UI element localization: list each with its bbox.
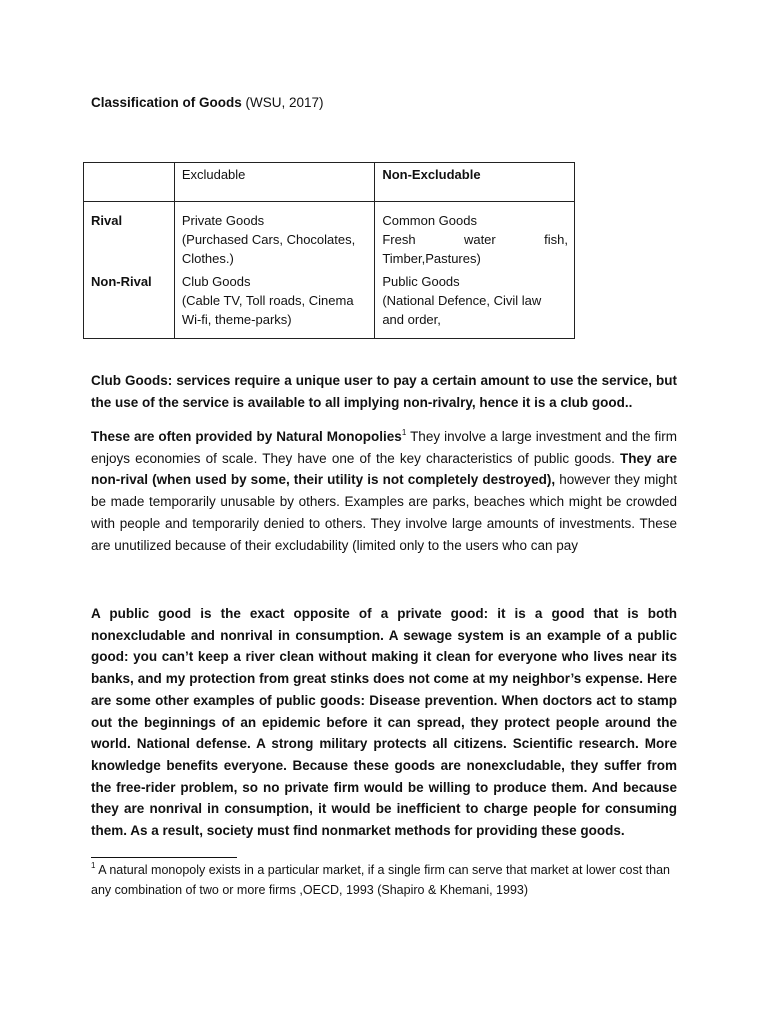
row-label-non-rival: Non-Rival [84,272,175,339]
table-header-empty [84,163,175,202]
cell-line: Common Goods [382,213,477,228]
footnote-text: A natural monopoly exists in a particular market, if a single firm can serve that market at lower cost than any combination of two or more firms ,OECD, 1993 (Shapiro & Khemani, 1993) [91,863,671,897]
row-label-rival: Rival [84,202,175,273]
cell-common-goods [375,202,575,273]
natural-monopolies-text-2: however they might be made temporarily unusable by others. Examples are parks, beaches which might be crowded with people and temporarily denied to others. They involve large amounts of investments. These are unutilized because of their excludability (limited only to the users who can pay [91,472,677,553]
cell-line: (Cable TV, Toll roads, Cinema [181,293,354,308]
natural-monopolies-paragraph [91,426,677,556]
footnote [91,860,677,900]
table-header-non-excludable: Non-Excludable [375,163,575,202]
footnote-reference[interactable]: 1 [401,428,407,437]
cell-line: Clothes.) [181,251,234,266]
cell-word: fish, [544,232,568,247]
natural-monopolies-lead: These are often provided by Natural Monopolies [91,429,402,444]
cell-word: Fresh [382,232,416,247]
non-rival-emphasis: They are non-rival (when used by some, their utility is not completely destroyed), [91,450,677,488]
cell-public-goods [375,272,575,339]
table-row-rival [84,202,575,273]
club-goods-text: services require a unique user to pay a certain amount to use the service, but the use of the service is available to all implying non-rivalry, hence it is a club good.. [91,373,677,410]
document-title [91,94,324,112]
footnote-number: 1 [91,861,96,870]
cell-line: Public Goods [382,274,460,289]
table-header-excludable: Excludable [174,163,375,202]
footnote-divider [91,857,237,858]
club-goods-paragraph [91,370,677,413]
title-citation: (WSU, 2017) [241,95,324,110]
club-goods-lead: Club Goods: [91,373,173,388]
public-good-paragraph: A public good is the exact opposite of a private good: it is a good that is both nonexcludable and nonrival in consumption. A sewage system is an example of a public good: you can’t keep a river clean without making it clean for everyone who lives near its banks, and my protection from great stinks does not come at my neighbor’s expense. Here are some other examples of public goods: Disease prevention. When doctors act to stamp out the beginnings of an epidemic before it can spread, they protect people around the world. National defense. A strong military protects all citizens. Scientific research. More knowledge benefits everyone. Because these goods are nonexcludable, they suffer from the free-rider problem, so no private firm would be willing to produce them. And because they are nonrival in consumption, it would be inefficient to charge people for consuming them. As a result, society must find nonmarket methods for providing these goods. [91,606,677,839]
cell-line: and order, [382,312,441,327]
table-header-row [84,163,575,202]
title-bold: Classification of Goods [91,95,242,110]
cell-private-goods [174,202,375,273]
cell-line: (National Defence, Civil law [382,293,542,308]
cell-line: (Purchased Cars, Chocolates, [181,232,356,247]
cell-word: water [463,232,496,247]
cell-justified-line [382,230,568,249]
cell-line: Wi-fi, theme-parks) [181,312,292,327]
cell-line: Club Goods [181,274,251,289]
goods-classification-table [83,162,575,339]
cell-line: Private Goods [181,213,265,228]
table-row-non-rival [84,272,575,339]
natural-monopolies-text-1: They involve a large investment and the firm enjoys economies of scale. They have one of the key characteristics of public goods. [91,429,677,466]
cell-club-goods [174,272,375,339]
cell-line: Timber,Pastures) [382,251,481,266]
